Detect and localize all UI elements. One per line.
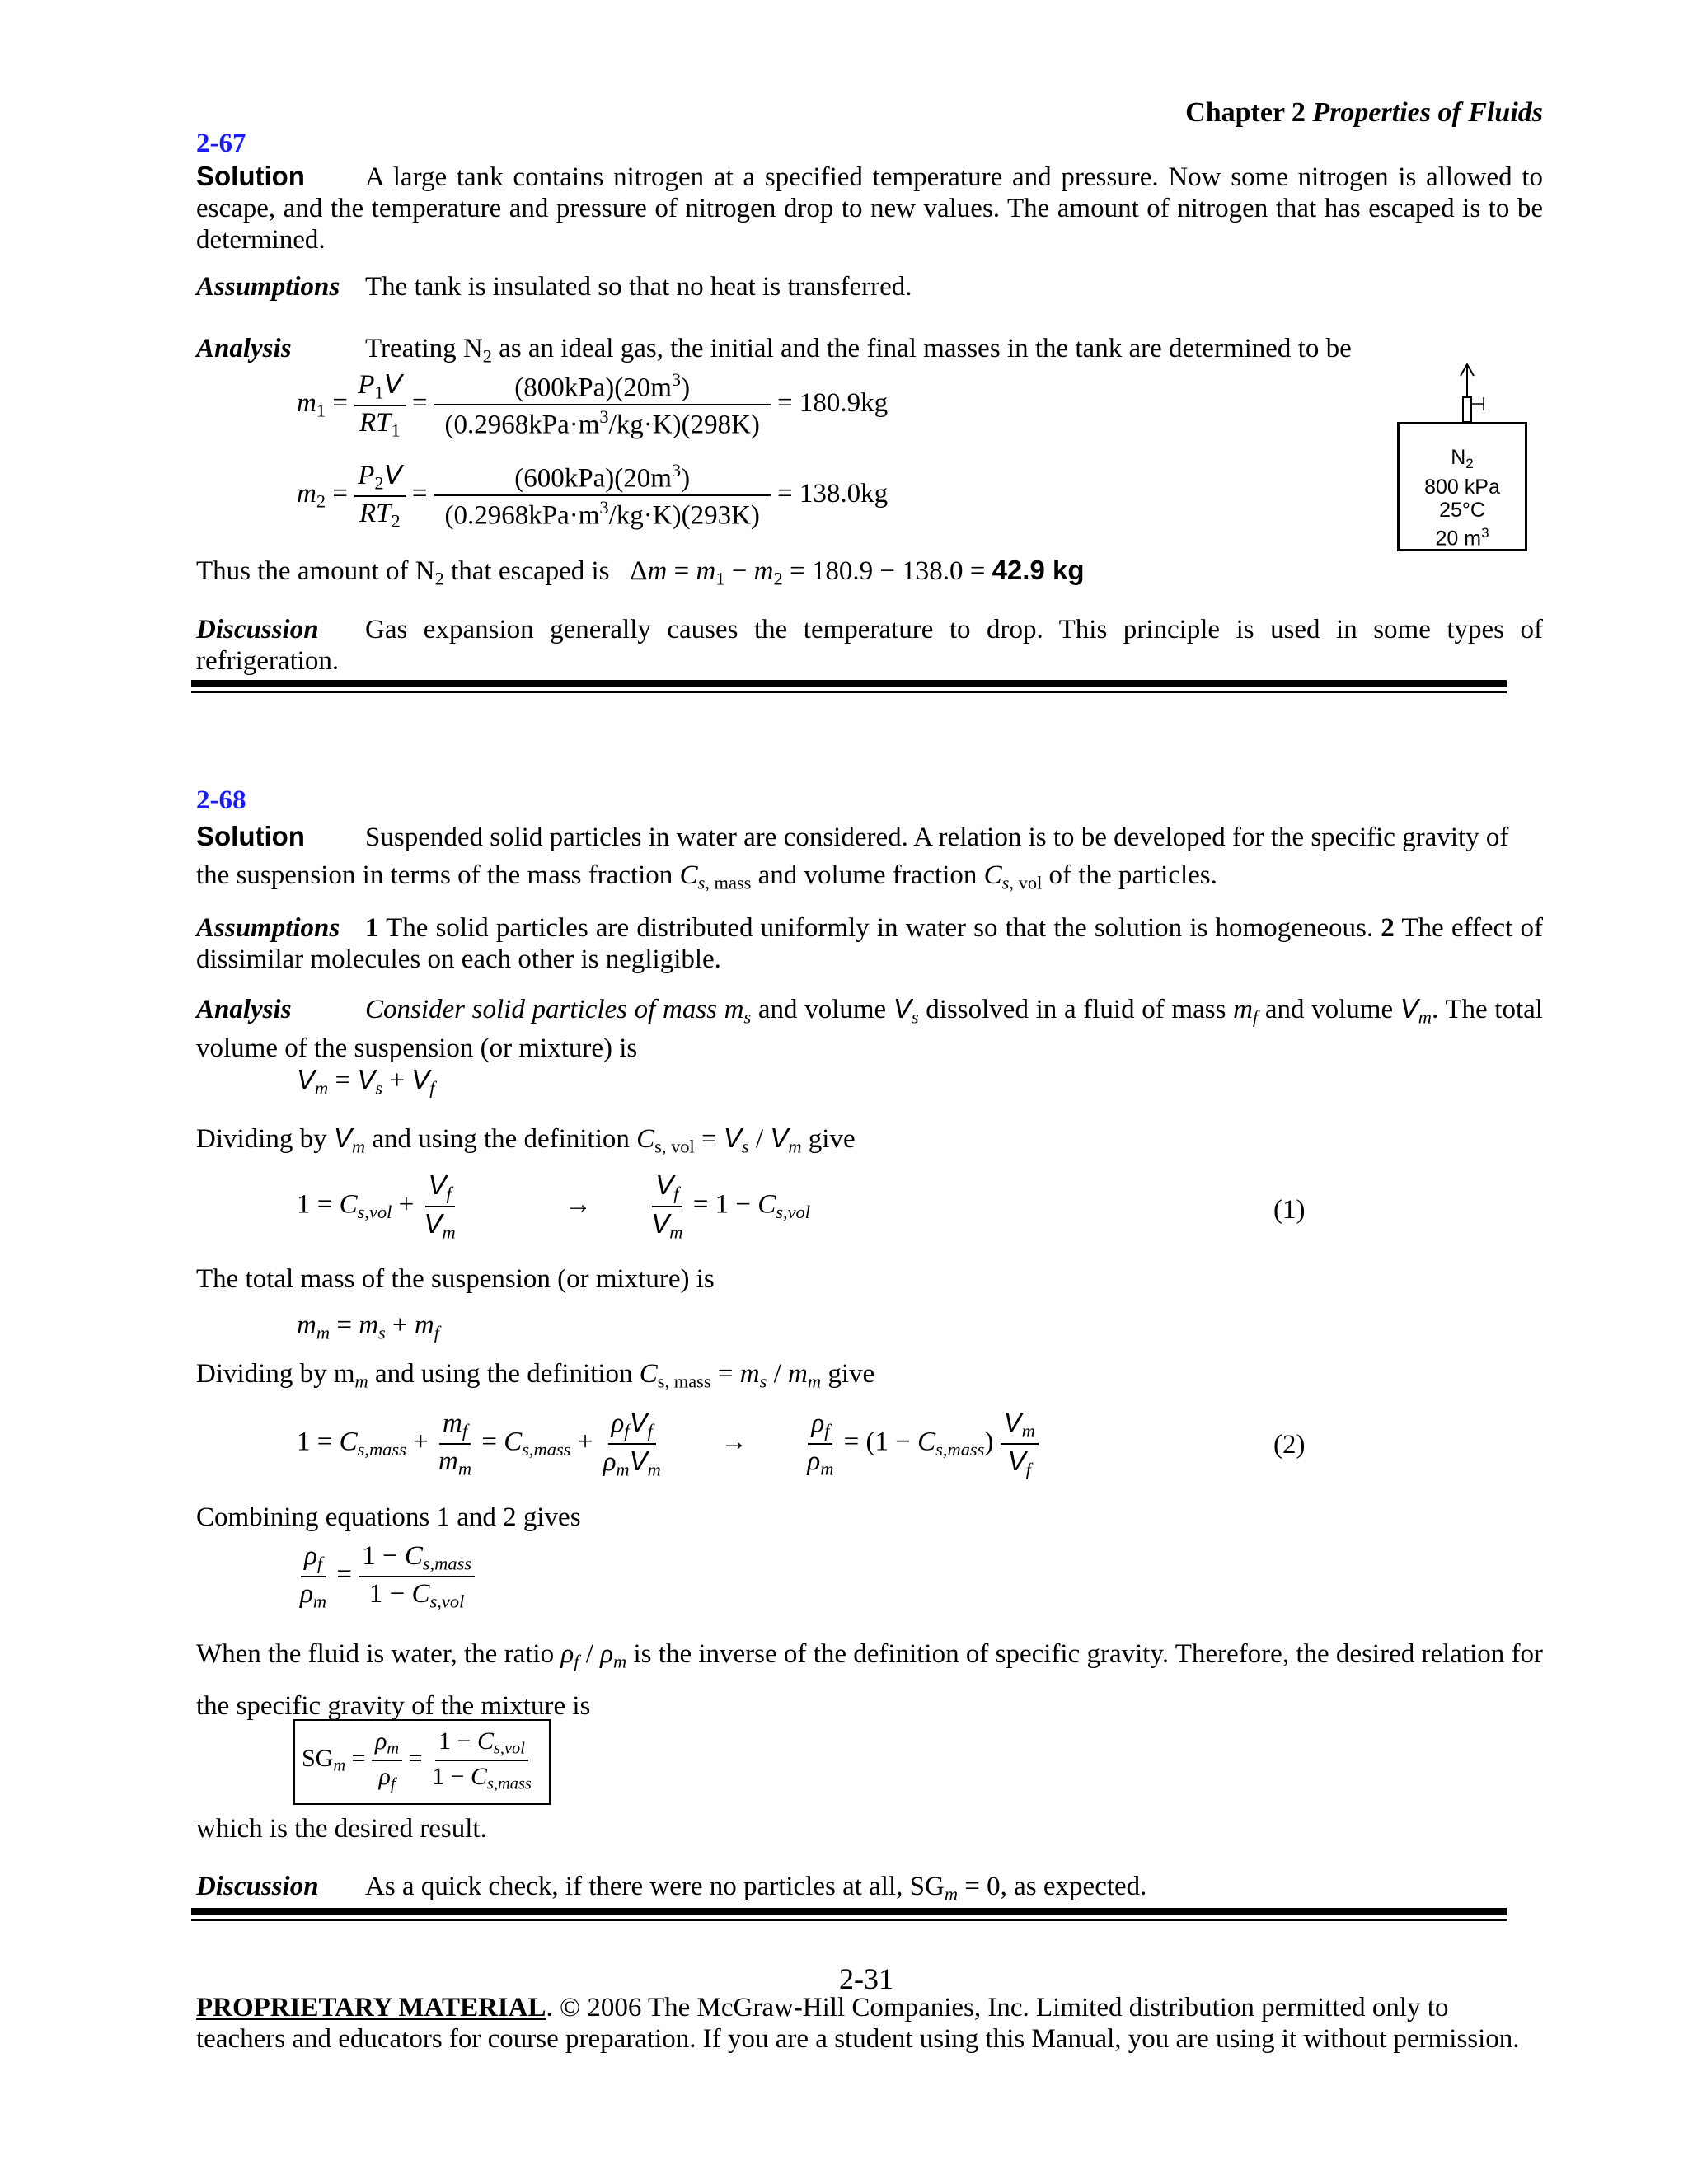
discussion-2-68: Discussion As a quick check, if there were no particles at all, $SG_m = 0$, as expected. (196, 1872, 1147, 1905)
problem-number-2-67: 2-67 (196, 129, 246, 158)
section-divider-bottom (191, 1908, 1507, 1915)
assumptions-2-68: Assumptions 1 The solid particles are distributed uniformly in water so that the solution is homogeneous. 2 The effect of dissimilar molecules on each other is negligible. (196, 913, 1544, 974)
equation-sg: $SG_m$ = $\frac{\rho_m}{\rho_f}$ = $\frac{1 - C_{s,vol}}{1 - C_{s,mass}}$ (302, 1727, 532, 1793)
section-divider-thin (191, 691, 1507, 693)
footer-line-2: teachers and educators for course preparation. If you are a student using this Manual, you are using it without permission. (196, 2024, 1520, 2054)
equation-vm: $V_m = V_s + V_f$ (297, 1064, 435, 1099)
footer-line-1: PROPRIETARY MATERIAL. © 2006 The McGraw-Hill Companies, Inc. Limited distribution permitted only to (196, 1993, 1449, 2022)
page-number: 2-31 (839, 1962, 893, 1995)
solution-paragraph-2-67: Solution A large tank contains nitrogen at a specified temperature and pressure. Now some nitrogen is allowed to escape, and the temperature and pressure of nitrogen drop to new values. The amount of nitrogen that has escaped is to be determined. (196, 161, 1543, 255)
equation-m1: $m_1$ = $\frac{P_1V}{RT_1}$ = $\frac{(800kPa)(20m^3)}{(0.2968kPa\cdot m^3/kg\cdot K)(298K)}$ = 180.9kg (297, 368, 889, 441)
equation-mm: $m_m = m_s + m_f$ (297, 1310, 439, 1343)
dividing-by-mm: Dividing by $m_m$ and using the definition $C_{s, mass} = m_s / m_m$ give (196, 1359, 875, 1392)
tank-volume: 20 $m^3$ (1435, 524, 1489, 551)
valve-arrow-icon (1451, 361, 1500, 424)
escaped-amount: Thus the amount of $N_2$ that escaped is $\Delta m = m_1 - m_2 = 180.9 - 138.0 = 42.9$ kg (196, 555, 1085, 589)
equation-number-2: (2) (1273, 1430, 1306, 1460)
desired-result-text: which is the desired result. (196, 1814, 487, 1844)
tank-box (1397, 422, 1527, 551)
assumptions-2-67: Assumptions The tank is insulated so that no heat is transferred. (196, 272, 912, 302)
section-divider-bottom-thin (191, 1919, 1507, 1921)
equation-combined: $\frac{\rho_f}{\rho_m}$ = $\frac{1 - C_{s,mass}}{1 - C_{s,vol}}$ (297, 1541, 475, 1612)
problem-number-2-68: 2-68 (196, 785, 246, 815)
when-fluid-water: When the fluid is water, the ratio $\rho_f / \rho_m$ is the inverse of the definition of specific gravity. Therefore, the desired relation for the specific gravity of the mixture is (196, 1639, 1544, 1722)
total-mass-text: The total mass of the suspension (or mixture) is (196, 1264, 715, 1294)
equation-2: $1 = C_{s,mass}$ + $\frac{m_f}{m_m}$ = $C_{s,mass}$ + $\frac{\rho_fV_f}{\rho_mV_m}$ → $\frac{\rho_f}{\rho_m}$ = $(1 - C_{s,mass})$ $\frac{V_m}{V_f}$ (297, 1408, 1039, 1480)
combining-text: Combining equations 1 and 2 gives (196, 1502, 581, 1532)
section-divider (191, 680, 1507, 687)
tank-pressure: 800 kPa (1424, 475, 1500, 499)
discussion-2-67: Discussion Gas expansion generally causes the temperature to drop. This principle is used in some types of refrigeration. (196, 615, 1543, 676)
equation-1: $1 = C_{s,vol}$ + $\frac{V_f}{V_m}$ → $\frac{V_f}{V_m}$ = $1 - C_{s,vol}$ (297, 1169, 811, 1243)
solution-paragraph-2-68: Solution Suspended solid particles in water are considered. A relation is to be developed for the specific gravity of the suspension in terms of the mass fraction $C_{s, mass}$ and volume fraction $C_{s, vol}$ of the particles. (196, 821, 1509, 893)
analysis-2-68: Analysis Consider solid particles of mass $m_s$ and volume $V_s$ dissolved in a fluid of mass $m_f$ and volume $V_m$. The total volume of the suspension (or mixture) is (196, 993, 1543, 1064)
equation-m2: $m_2$ = $\frac{P_2V}{RT_2}$ = $\frac{(600kPa)(20m^3)}{(0.2968kPa\cdot m^3/kg\cdot K)(293K)}$ = 138.0kg (297, 459, 889, 532)
tank-temperature: 25°C (1439, 498, 1485, 522)
analysis-2-67: Analysis Treating $N_2$ as an ideal gas, the initial and the final masses in the tank are determined to be (196, 334, 1352, 367)
equation-number-1: (1) (1273, 1195, 1306, 1225)
tank-gas: $N_2$ (1451, 446, 1474, 471)
chapter-header: Chapter 2 Properties of Fluids (1185, 97, 1543, 128)
dividing-by-vm: Dividing by $V_m$ and using the definition $C_{s, vol} = V_s / V_m$ give (196, 1122, 856, 1157)
